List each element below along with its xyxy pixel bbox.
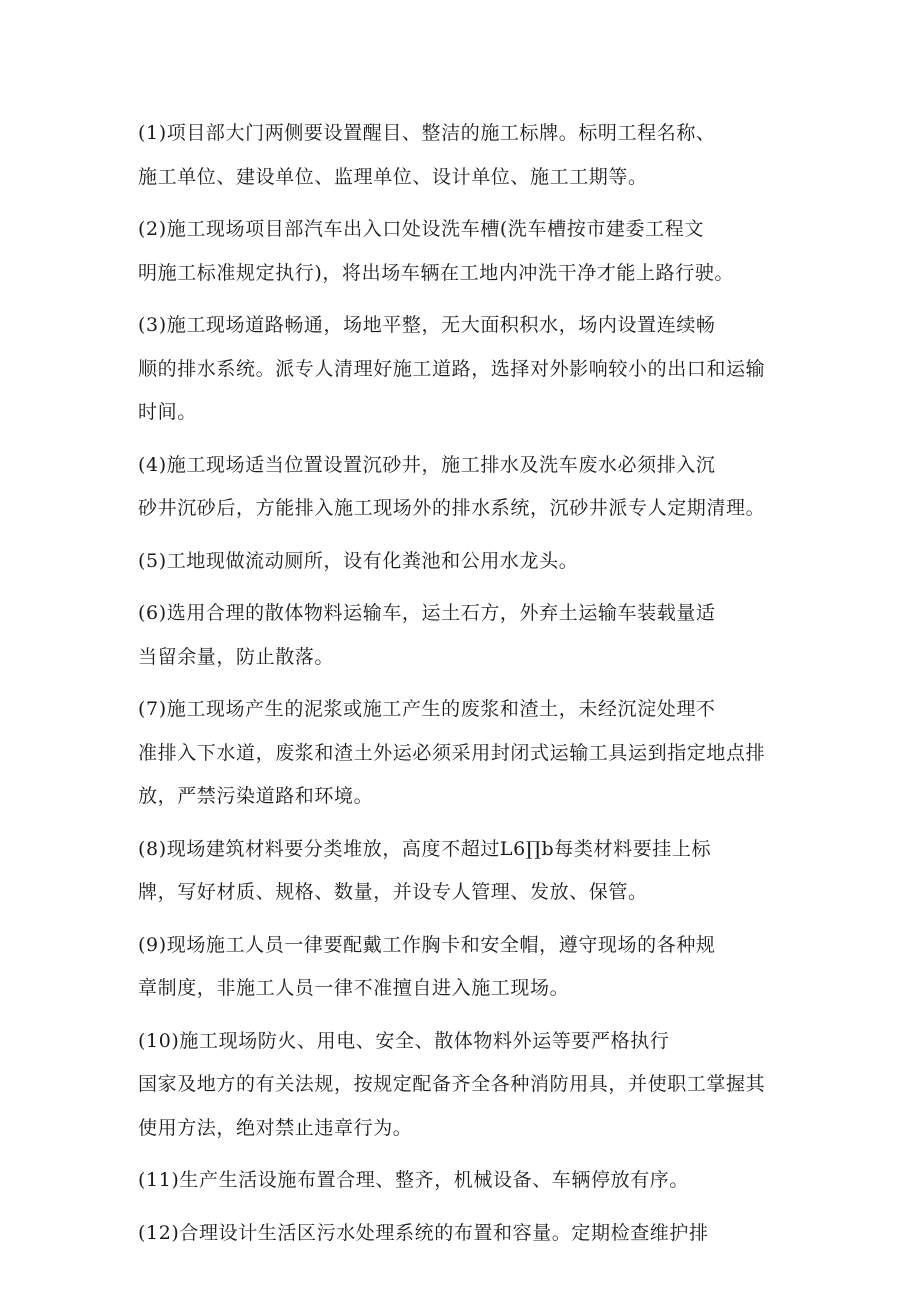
paragraph-line: (5)工地现做流动厕所，设有化粪池和公用水龙头。 [138,549,579,572]
paragraph-9 [138,924,798,1011]
paragraph-line: 准排入下水道，废浆和渣土外运必须采用封闭式运输工具运到指定地点排 [138,741,766,764]
paragraph-line: (7)施工现场产生的泥浆或施工产生的废浆和渣土，未经沉淀处理不 [138,698,716,720]
paragraph-12 [138,1212,798,1256]
paragraph-line: (3)施工现场道路畅通，场地平整，无大面积积水，场内设置连续畅 [138,314,716,336]
paragraph-line: 明施工标准规定执行)，将出场车辆在工地内冲洗干净才能上路行驶。 [138,261,735,284]
document-body [138,112,798,1264]
paragraph-line: 牌，写好材质、规格、数量，并设专人管理、发放、保管。 [138,881,648,903]
paragraph-line: (4)施工现场适当位置设置沉砂井，施工排水及洗车废水必须排入沉 [138,453,716,476]
paragraph-4 [138,444,798,531]
paragraph-6 [138,592,798,679]
paragraph-line: 时间。 [138,401,197,423]
paragraph-line: (6)选用合理的散体物料运输车，运土石方，外弃土运输车装载量适 [138,602,716,624]
paragraph-line: 砂井沉砂后，方能排入施工现场外的排水系统，沉砂井派专人定期清理。 [138,497,766,519]
paragraph-1 [138,112,798,199]
paragraph-10 [138,1020,798,1151]
paragraph-line: 顺的排水系统。派专人清理好施工道路，选择对外影响较小的出口和运输 [138,357,766,380]
paragraph-line: (9)现场施工人员一律要配戴工作胸卡和安全帽，遵守现场的各种规 [138,933,716,956]
paragraph-line: (12)合理设计生活区污水处理系统的布置和容量。定期检查维护排 [138,1221,709,1244]
paragraph-line: (8)现场建筑材料要分类堆放，高度不超过L6∏b每类材料要挂上标 [138,837,712,860]
paragraph-line: 使用方法，绝对禁止违章行为。 [138,1116,413,1139]
paragraph-line: 放，严禁污染道路和环境。 [138,785,374,807]
paragraph-line: 章制度，非施工人员一律不准擅自进入施工现场。 [138,977,570,999]
paragraph-line: 当留余量，防止散落。 [138,645,335,668]
paragraph-5 [138,540,798,584]
paragraph-2 [138,208,798,295]
paragraph-line: (1)项目部大门两侧要设置醒目、整洁的施工标牌。标明工程名称、 [138,122,716,144]
paragraph-line: 施工单位、建设单位、监理单位、设计单位、施工工期等。 [138,165,648,188]
paragraph-7 [138,688,798,819]
paragraph-8 [138,828,798,915]
paragraph-line: 国家及地方的有关法规，按规定配备齐全各种消防用具，并使职工掌握其 [138,1073,766,1095]
paragraph-line: (10)施工现场防火、用电、安全、散体物料外运等要严格执行 [138,1029,670,1052]
paragraph-line: (11)生产生活设施布置合理、整齐，机械设备、车辆停放有序。 [138,1169,690,1191]
paragraph-11 [138,1159,798,1203]
paragraph-line: (2)施工现场项目部汽车出入口处设洗车槽(洗车槽按市建委工程文 [138,218,704,240]
paragraph-3 [138,304,798,435]
